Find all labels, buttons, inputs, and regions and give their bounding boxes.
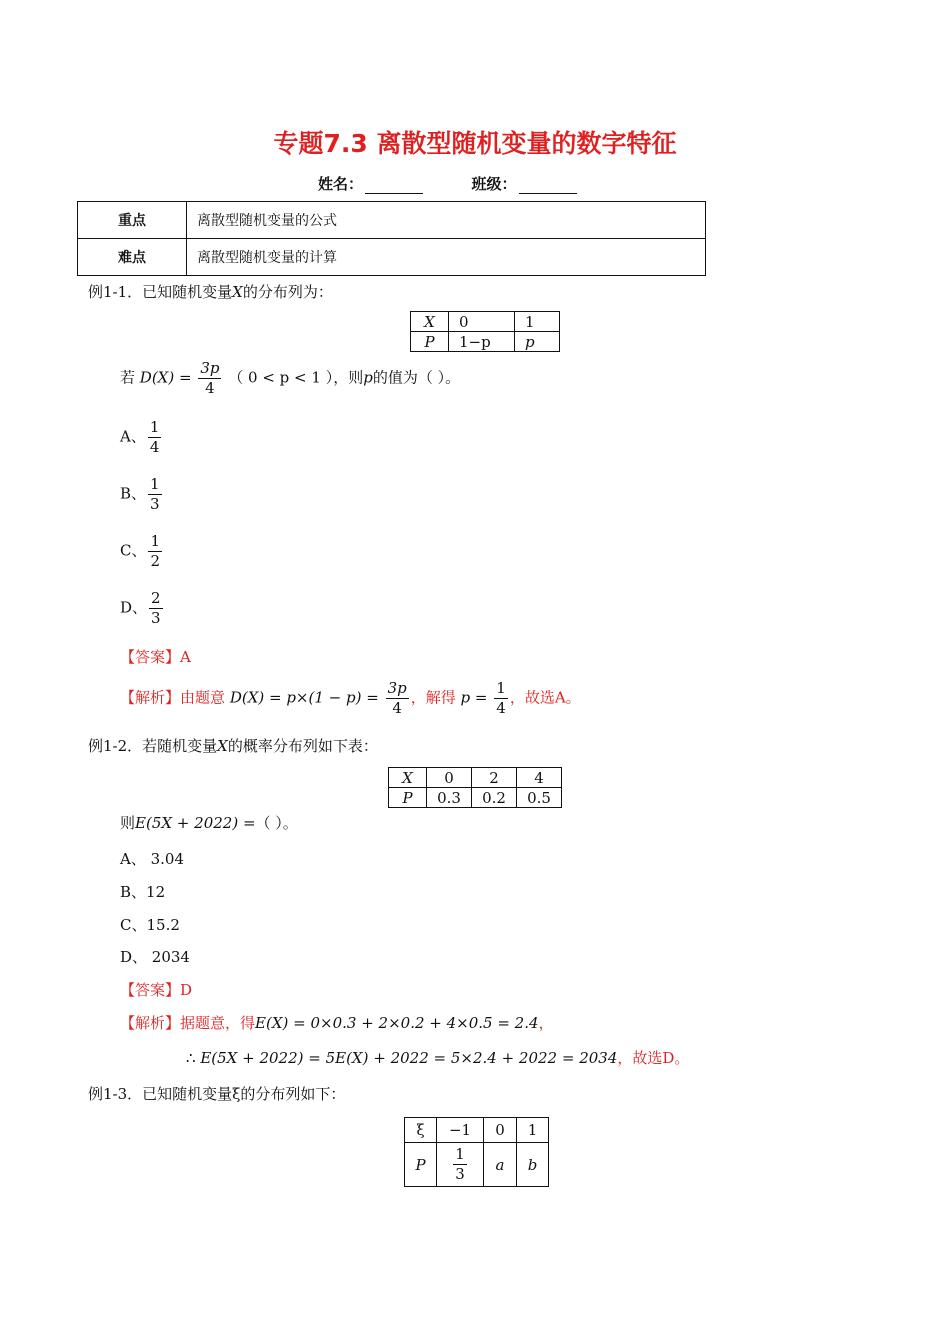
table-cell: 1−p: [449, 332, 515, 352]
value-cell: 离散型随机变量的计算: [187, 239, 706, 276]
key-cell: 重点: [78, 202, 187, 239]
table-cell: P: [405, 1143, 437, 1187]
ex2-option-d[interactable]: D、 2034: [120, 948, 190, 966]
fraction: $\frac{3p}{4}$: [200, 359, 220, 397]
ex2-therefore: ∴ E(5X + 2022) = 5E(X) + 2022 = 5×2.4 + 2022 = 2034，故选D。: [186, 1049, 690, 1067]
ex1-dist-table: [410, 311, 560, 352]
table-cell: X: [389, 768, 427, 788]
ex1-option-d[interactable]: D、 $\frac{2}{3}$: [120, 589, 161, 627]
table-row: [78, 239, 706, 276]
name-blank[interactable]: [365, 177, 423, 194]
ex1-analysis: 【解析】由题意 D(X) = p×(1 − p) = $\frac{3p}{4}$ ，解得 p = $\frac{1}{4}$ ，故选A。: [120, 679, 581, 717]
table-cell: 2: [472, 768, 517, 788]
ex1-option-c[interactable]: C、 $\frac{1}{2}$: [120, 532, 161, 570]
ex1-condition: 若 D(X) = $\frac{3p}{4}$ （ 0 < p < 1 ），则p的值为（ ）。: [120, 359, 461, 397]
value-cell: 离散型随机变量的公式: [187, 202, 706, 239]
table-cell: −1: [437, 1118, 484, 1143]
table-cell: 0.5: [517, 788, 562, 808]
table-cell: ξ: [405, 1118, 437, 1143]
table-cell: a: [484, 1143, 517, 1187]
table-cell: 0: [484, 1118, 517, 1143]
name-class-row: [318, 173, 577, 194]
ex2-answer: 【答案】D: [120, 981, 193, 999]
table-cell: 1: [517, 1118, 549, 1143]
name-label: 姓名：: [318, 175, 364, 193]
table-cell: $\frac{1}{3}$: [437, 1143, 484, 1187]
key-cell: 难点: [78, 239, 187, 276]
table-cell: 1: [515, 312, 560, 332]
ex2-dist-table: [388, 767, 562, 808]
ex1-option-a[interactable]: A、 $\frac{1}{4}$: [120, 418, 160, 456]
table-cell: 4: [517, 768, 562, 788]
table-cell: X: [411, 312, 449, 332]
table-cell: 0: [427, 768, 472, 788]
table-cell: P: [411, 332, 449, 352]
ex2-option-b[interactable]: B、12: [120, 883, 166, 901]
key-points-table: [77, 201, 706, 276]
ex2-option-c[interactable]: C、15.2: [120, 916, 180, 934]
table-row: [78, 202, 706, 239]
ex2-question: 则E(5X + 2022) =（ ）。: [120, 814, 298, 832]
table-cell: 0: [449, 312, 515, 332]
ex3-dist-table: [404, 1117, 549, 1187]
class-blank[interactable]: [519, 177, 577, 194]
ex1-stem: 例1-1．已知随机变量X的分布列为：: [88, 283, 333, 301]
ex2-analysis: 【解析】据题意，得E(X) = 0×0.3 + 2×0.2 + 4×0.5 = 2.4，: [120, 1014, 554, 1032]
page-title: 专题7.3 离散型随机变量的数字特征: [273, 129, 677, 158]
table-cell: 0.3: [427, 788, 472, 808]
table-cell: 0.2: [472, 788, 517, 808]
ex1-answer: 【答案】A: [120, 648, 191, 666]
ex1-option-b[interactable]: B、 $\frac{1}{3}$: [120, 475, 160, 513]
table-cell: p: [515, 332, 560, 352]
ex3-stem: 例1-3．已知随机变量ξ的分布列如下：: [88, 1085, 346, 1103]
class-label: 班级：: [471, 175, 517, 193]
ex2-option-a[interactable]: A、 3.04: [120, 850, 184, 868]
table-cell: P: [389, 788, 427, 808]
table-cell: b: [517, 1143, 549, 1187]
ex2-stem: 例1-2．若随机变量X的概率分布列如下表：: [88, 737, 378, 755]
